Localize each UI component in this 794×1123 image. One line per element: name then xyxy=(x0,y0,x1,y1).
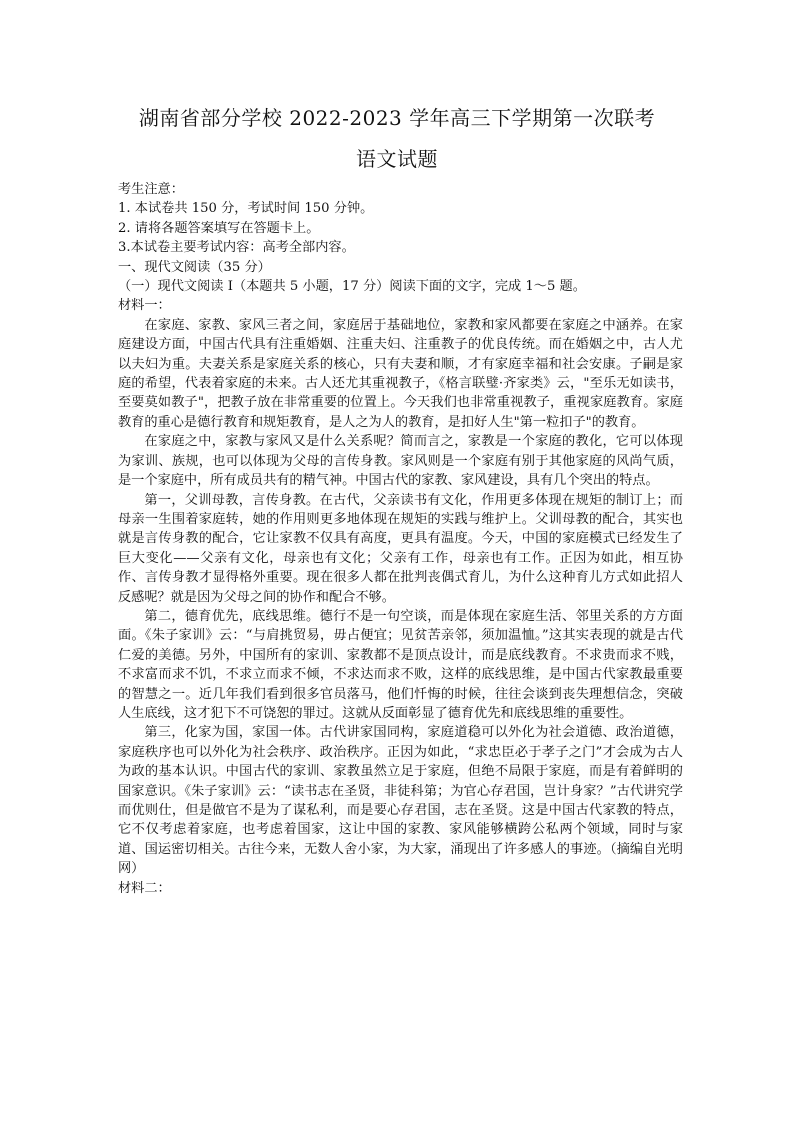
material-label: 材料二： xyxy=(118,880,171,896)
exam-subtitle: 语文试题 xyxy=(356,147,438,171)
section-sub-heading: （一）现代文阅读 I（本题共 5 小题，17 分）阅读下面的文字，完成 1～5 题。 xyxy=(118,279,586,295)
body-paragraph: 在家庭之中，家教与家风又是什么关系呢？简而言之，家教是一个家庭的教化，它可以体现为家训、族规，也可以体现为父母的言传身教。家风则是一个家庭有别于其他家庭的风尚气质，是一个家庭中，所有成员共有的精气神。中国古代的家教、家风建设，具有几个突出的特点。 xyxy=(118,434,683,489)
exam-title: 湖南省部分学校 2022-2023 学年高三下学期第一次联考 xyxy=(138,106,656,130)
material-label: 材料一： xyxy=(118,298,171,314)
notice-item: 2. 请将各题答案填写在答题卡上。 xyxy=(118,220,320,236)
section-heading: 一、现代文阅读（35 分） xyxy=(118,259,271,275)
body-paragraph: 第三，化家为国，家国一体。古代讲家国同构，家庭道稳可以外化为社会道德、政治道德，家庭秩序也可以外化为社会秩序、政治秩序。正因为如此，“求忠臣必于孝子之门”才会成为古人为政的基本认识。中国古代的家训、家教虽然立足于家庭，但绝不局限于家庭，而是有着鲜明的国家意识。《朱子家训》云：“读书志在圣贤，非徒科第；为官心存君国，岂计身家？”古代讲究学而优则仕，但是做官不是为了谋私利，而是要心存君国，志在圣贤。这是中国古代家教的特点，它不仅考虑着家庭，也考虑着国家，这让中国的家教、家风能够横跨公私两个领域，同时与家道、国运密切相关。古往今来，无数人舍小家，为大家，涌现出了许多感人的事迹。（摘编自光明网） xyxy=(118,725,683,877)
notice-item: 1. 本试卷共 150 分，考试时间 150 分钟。 xyxy=(118,201,374,217)
notice-heading: 考生注意： xyxy=(118,182,184,197)
exam-body xyxy=(118,180,683,898)
body-paragraph: 第一，父训母教，言传身教。在古代，父亲读书有文化，作用更多体现在规矩的制订上；而母亲一生围着家庭转，她的作用则更多地体现在规矩的实践与维护上。父训母教的配合，其实也就是言传身教的配合，它让家教不仅具有高度，更具有温度。今天，中国的家庭模式已经发生了巨大变化——父亲有文化，母亲也有文化；父亲有工作，母亲也有工作。正因为如此，相互协作、言传身教才显得格外重要。现在很多人都在批判丧偶式育儿，为什么这种育儿方式如此招人反感呢？就是因为父母之间的协作和配合不够。 xyxy=(118,492,683,605)
notice-item: 3.本试卷主要考试内容：高考全部内容。 xyxy=(118,240,355,256)
body-paragraph: 在家庭、家教、家风三者之间，家庭居于基础地位，家教和家风都要在家庭之中涵养。在家庭建设方面，中国古代具有注重婚姻、注重夫妇、注重教子的优良传统。而在婚姻之中，古人尤以夫妇为重。夫妻关系是家庭关系的核心，只有夫妻和顺，才有家庭幸福和社会安康。子嗣是家庭的希望，代表着家庭的未来。古人还尤其重视教子，《格言联璧·齐家类》云，"至乐无如读书，至要莫如教子"，把教子放在非常重要的位置上。今天我们也非常重视教子，重视家庭教育。家庭教育的重心是德行教育和规矩教育，是人之为人的教育，是扣好人生"第一粒扣子"的教育。 xyxy=(118,317,683,430)
body-paragraph: 第二，德育优先，底线思维。德行不是一句空谈，而是体现在家庭生活、邻里关系的方方面面。《朱子家训》云：“与肩挑贸易，毋占便宜；见贫苦亲邻，须加温恤。”这其实表现的就是古代仁爱的美德。另外，中国所有的家训、家教都不是顶点设计，而是底线教育。不求贵而求不贱，不求富而求不饥，不求立而求不倾，不求达而求不败，这样的底线思维，是中国古代家教最重要的智慧之一。近几年我们看到很多官员落马，他们忏悔的时候，往往会谈到丧失理想信念，突破人生底线，这才犯下不可饶恕的罪过。这就从反面彰显了德育优先和底线思维的重要性。 xyxy=(118,608,683,721)
